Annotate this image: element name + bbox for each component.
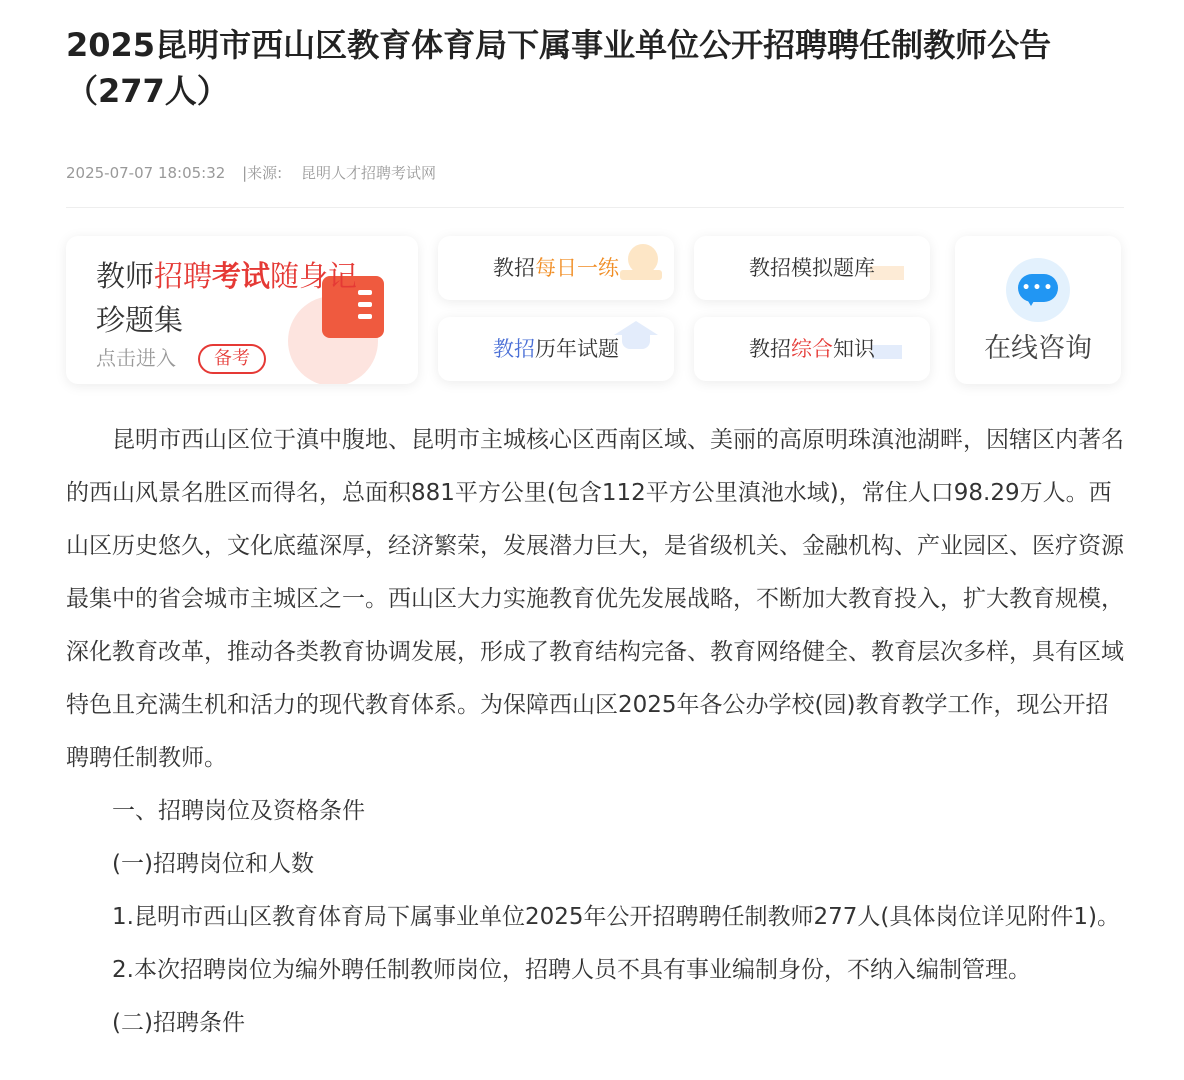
promo-card-exam-notes[interactable]	[66, 236, 418, 384]
promo-card-general-knowledge[interactable]	[694, 317, 930, 381]
page-title: 2025昆明市西山区教育体育局下属事业单位公开招聘聘任制教师公告（277人）	[66, 26, 1052, 110]
subsection-heading-2: (二)招聘条件	[112, 1010, 245, 1036]
promo-general-label	[694, 317, 930, 381]
promo-main-title	[96, 254, 357, 295]
subsection-heading-1: (一)招聘岗位和人数	[112, 851, 314, 877]
promo-title-part3: 考试	[212, 259, 271, 293]
source-label: |来源:	[242, 164, 283, 182]
promo-card-daily-practice[interactable]	[438, 236, 674, 300]
promo-mock-label: 教招模拟题库	[749, 256, 875, 280]
promo-entry-text: 点击进入	[96, 346, 176, 370]
article-meta	[66, 162, 436, 184]
daily-highlight: 每日一练	[535, 256, 619, 280]
promo-title-part2: 招聘	[154, 259, 213, 293]
promo-title-part4: 随身记	[270, 259, 358, 293]
chat-dots-icon: •••	[1021, 280, 1055, 296]
promo-card-past-papers[interactable]	[438, 317, 674, 381]
promo-title-part1: 教师	[96, 259, 155, 293]
publish-datetime: 2025-07-07 18:05:32	[66, 164, 226, 182]
general-highlight: 综合	[791, 337, 833, 361]
paragraph-intro: 昆明市西山区位于滇中腹地、昆明市主城核心区西南区域、美丽的高原明珠滇池湖畔，因辖区内著名的西山风景名胜区而得名，总面积881平方公里(包含112平方公里滇池水域)，常住人口98.29万人。西山区历史悠久，文化底蕴深厚，经济繁荣，发展潜力巨大，是省级机关、金融机构、产业园区、医疗资源最集中的省会城市主城区之一。西山区大力实施教育优先发展战略，不断加大教育投入，扩大教育规模，深化教育改革，推动各类教育协调发展，形成了教育结构完备、教育网络健全、教育层次多样，具有区域特色且充满生机和活力的现代教育体系。为保障西山区2025年各公办学校(园)教育教学工作，现公开招聘聘任制教师。	[66, 427, 1124, 771]
online-consult-label: 在线咨询	[984, 333, 1092, 364]
promo-badge[interactable]: 备考	[198, 344, 266, 374]
online-consult-card[interactable]	[955, 236, 1121, 384]
source-name: 昆明人才招聘考试网	[300, 164, 436, 182]
section-heading-1: 一、招聘岗位及资格条件	[112, 798, 365, 824]
article-body	[66, 414, 1124, 1050]
meta-divider	[66, 207, 1124, 208]
general-suffix: 知识	[833, 337, 875, 361]
paragraph-item-1: 1.昆明市西山区教育体育局下属事业单位2025年公开招聘聘任制教师277人(具体岗位详见附件1)。	[112, 904, 1120, 930]
promo-card-mock-bank[interactable]	[694, 236, 930, 300]
general-prefix: 教招	[749, 337, 791, 361]
past-suffix: 历年试题	[535, 337, 619, 361]
promo-daily-label	[438, 236, 674, 300]
promo-subtitle: 珍题集	[96, 303, 184, 337]
promo-past-label	[438, 317, 674, 381]
daily-prefix: 教招	[493, 256, 535, 280]
past-highlight: 教招	[493, 337, 535, 361]
paragraph-item-2: 2.本次招聘岗位为编外聘任制教师岗位，招聘人员不具有事业编制身份，不纳入编制管理。	[112, 957, 1031, 983]
